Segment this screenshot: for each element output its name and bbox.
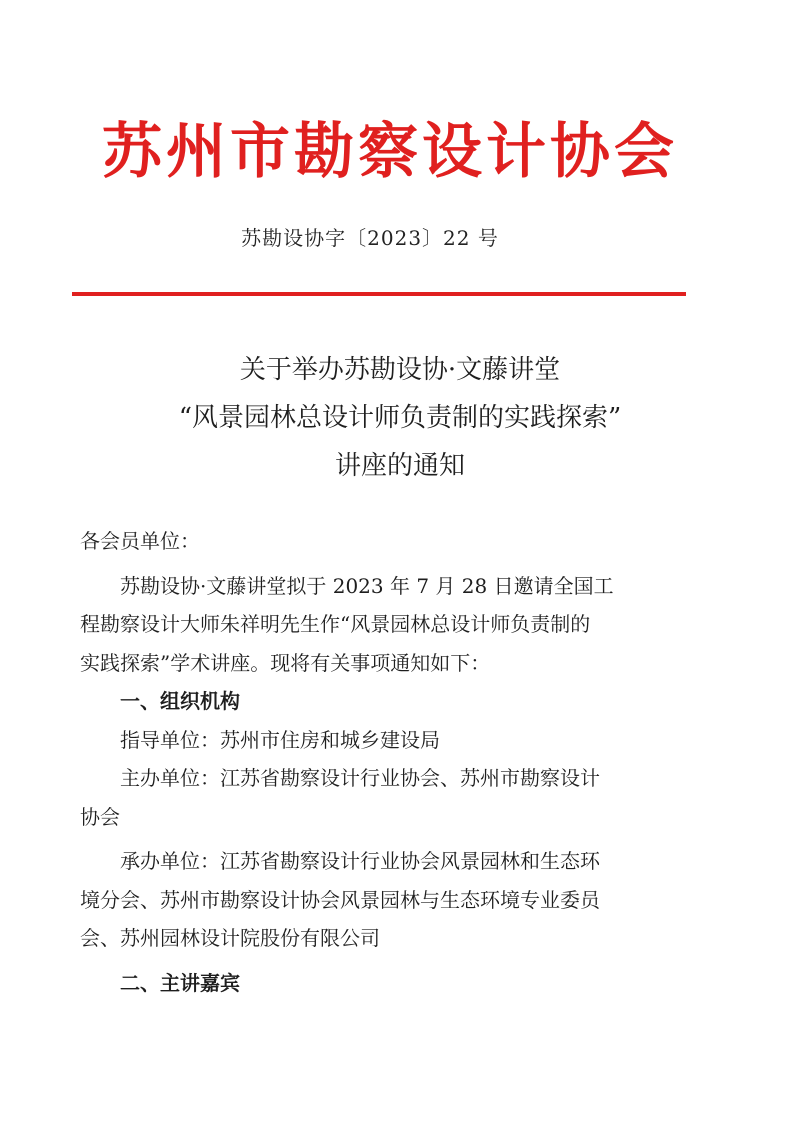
organizer-unit-line-3: 会、苏州园林设计院股份有限公司 xyxy=(80,926,380,950)
intro-line-1: 苏勘设协·文藤讲堂拟于 2023 年 7 月 28 日邀请全国工 xyxy=(120,573,614,598)
title-line-1: 关于举办苏勘设协·文藤讲堂 xyxy=(239,355,561,385)
organization-title: 苏州市勘察设计协会 xyxy=(102,117,678,187)
intro-line-2: 程勘察设计大师朱祥明先生作“风景园林总设计师负责制的 xyxy=(80,612,591,636)
intro-line-3: 实践探索”学术讲座。现将有关事项通知如下： xyxy=(80,650,491,675)
salutation: 各会员单位： xyxy=(80,529,200,553)
host-unit-line-1: 主办单位：江苏省勘察设计行业协会、苏州市勘察设计 xyxy=(120,766,600,790)
title-line-3: 讲座的通知 xyxy=(334,451,465,481)
organizer-unit-line-2: 境分会、苏州市勘察设计协会风景园林与生态环境专业委员 xyxy=(80,887,600,912)
notice-title xyxy=(0,346,800,490)
document-number: 苏勘设协字〔2023〕22 号 xyxy=(241,226,499,250)
organizer-unit-line-1: 承办单位：江苏省勘察设计行业协会风景园林和生态环 xyxy=(120,849,600,873)
notice-body xyxy=(80,522,680,1002)
host-unit-line-2: 协会 xyxy=(80,804,120,829)
red-divider xyxy=(72,292,686,296)
title-line-2: “风景园林总设计师负责制的实践探索” xyxy=(178,403,622,433)
section-heading-speaker: 二、主讲嘉宾 xyxy=(120,970,240,995)
guide-unit: 指导单位：苏州市住房和城乡建设局 xyxy=(120,727,440,752)
section-heading-organization: 一、组织机构 xyxy=(120,689,240,713)
